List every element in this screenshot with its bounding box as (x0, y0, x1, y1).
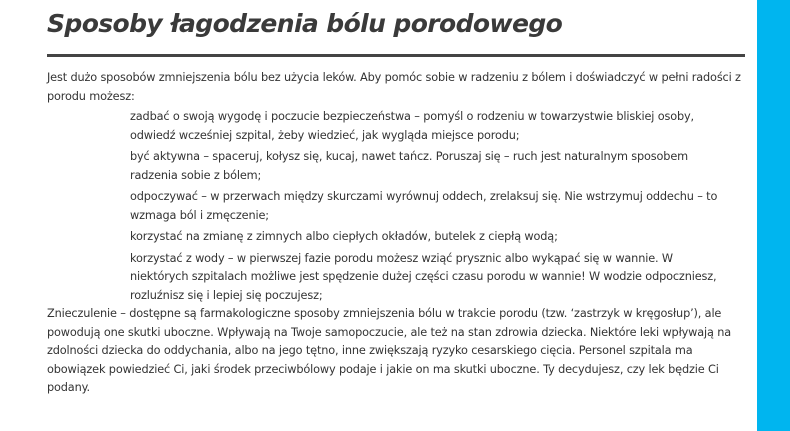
anesthesia-paragraph: Znieczulenie – dostępne są farmakologiczne sposoby zmniejszenia bólu w trakcie porodu (tzw. ‘zastrzyk w kręgosłup’), ale powodują one skutki uboczne. Wpływają na Twoje samopoczucie, ale też na stan zdrowia dziecka. Niektóre leki wpływają na zdolności dziecka do oddychania, albo na jego tętno, inne zwiększają ryzyko cesarskiego cięcia. Personel szpitala ma obowiązek powiedzieć Ci, jaki środek przeciwbólowy podaje i jakie on ma skutki uboczne. Ty decydujesz, czy lek będzie Ci podany. (47, 307, 732, 394)
page-title: Sposoby łagodzenia bólu porodowego (47, 9, 563, 38)
methods-list (47, 108, 752, 305)
list-item: korzystać z wody – w pierwszej fazie porodu możesz wziąć prysznic albo wykąpać się w wannie. W niektórych szpitalach możliwe jest spędzenie dużej części czasu porodu w wannie! W wodzie odpoczniesz, rozluźnisz się i lepiej się poczujesz; (130, 251, 717, 302)
list-item: odpoczywać – w przerwach między skurczami wyrównuj oddech, zrelaksuj się. Nie wstrzymuj oddechu – to wzmaga ból i zmęczenie; (130, 190, 718, 222)
list-item: korzystać na zmianę z zimnych albo ciepłych okładów, butelek z ciepłą wodą; (130, 230, 558, 243)
title-divider (47, 54, 745, 57)
article-body (47, 69, 752, 398)
intro-paragraph: Jest dużo sposobów zmniejszenia bólu bez użycia leków. Aby pomóc sobie w radzeniu z bólem i doświadczyć w pełni radości z porodu możesz: (47, 71, 741, 103)
list-item: zadbać o swoją wygodę i poczucie bezpieczeństwa – pomyśl o rodzeniu w towarzystwie bliskiej osoby, odwiedź wcześniej szpital, żeby wiedzieć, jak wygląda miejsce porodu; (130, 110, 694, 142)
list-item: być aktywna – spaceruj, kołysz się, kucaj, nawet tańcz. Poruszaj się – ruch jest naturalnym sposobem radzenia sobie z bólem; (130, 150, 688, 182)
accent-side-bar (757, 0, 790, 431)
